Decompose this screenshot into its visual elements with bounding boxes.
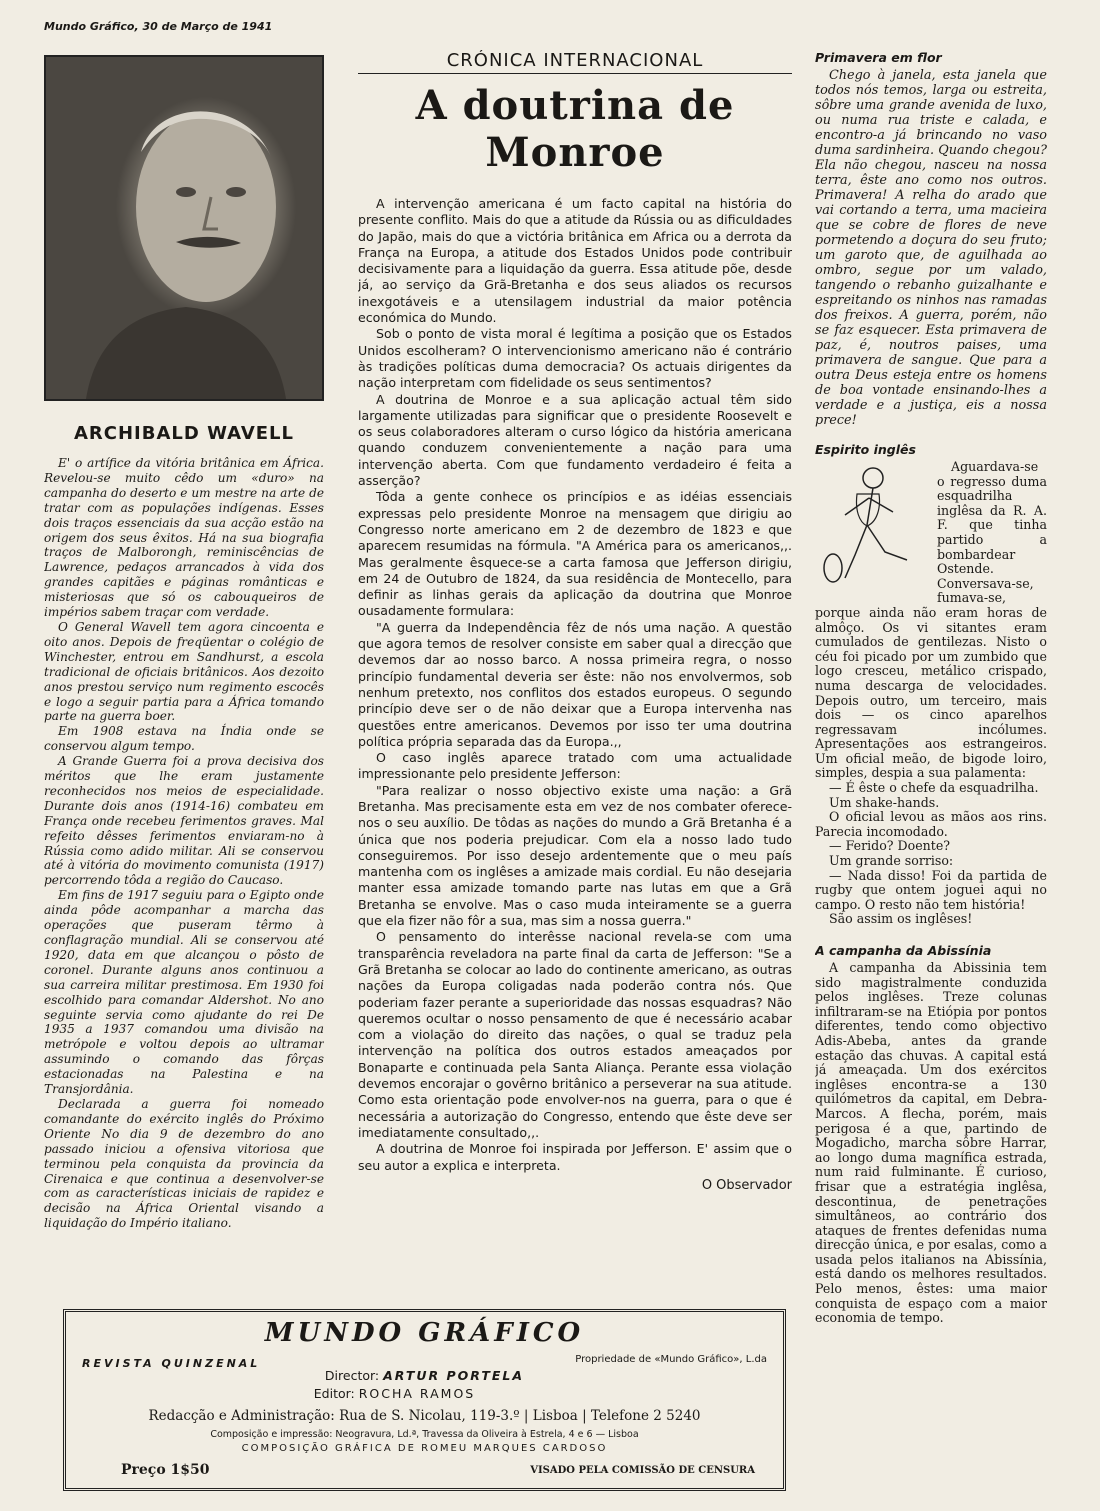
- bio-paragraph: Em 1908 estava na Índia onde se conservou algum tempo.: [44, 724, 324, 754]
- masthead-censor: VISADO PELA COMISSÃO DE CENSURA: [530, 1465, 755, 1476]
- article-paragraph: "Para realizar o nosso objectivo existe uma nação: a Grã Bretanha. Mas precisamente esta em vez de nos combater oferece-nos o seu auxílio. De tôdas as nações do mundo a Grã Bretanha é a única que nos poderia prejudicar. Com ela a nosso lado tudo conseguiremos. Por isso desejo ardentemente que o meu país mantenha com os inglêses a amizade mais cordial. Eu não desejaria manter essa amizade tomando parte nas lutas em que a Grã Bretanha se envolve. Mas o caso muda inteiramente se a guerra que ela fizer não fôr a sua, mas sim a nossa guerra.": [358, 782, 792, 929]
- article-body: [358, 196, 792, 1174]
- article-signature: O Observador: [701, 1177, 792, 1193]
- biography: [44, 456, 324, 1231]
- masthead-title: MUNDO GRÁFICO: [264, 1318, 585, 1348]
- masthead-box: [63, 1309, 786, 1491]
- page-header: Mundo Gráfico, 30 de Março de 1941: [44, 20, 273, 33]
- section-text: A campanha da Abissinia tem sido magistralmente conduzida pelos inglêses. Treze colunas infiltraram-se na Etiópia por pontos diferentes, tendo como objectivo Adis-Abeba, antes da grande estação das chuvas. A capital está já ameaçada. Um dos exércitos inglêses encontra-se a 130 quilómetros da capital, em Debra-Marcos. A flecha, porém, mais perigosa é a que, partindo de Mogadicho, marcha sôbre Harrar, ao longo duma magnífica estrada, num raid fulminante. É curioso, frisar que a estratégia inglêsa, descontinua, de penetrações simultâneos, ao contrário dos ataques de frentes defenidas numa direcção única, e por esalas, como a usada pelos italianos na Abissínia, está dando os melhores resultados. Pelo menos, êstes: uma maior conquista de espaço com a maior economia de tempo.: [815, 960, 1047, 1326]
- right-column: [815, 50, 1047, 1326]
- masthead-price: Preço 1$50: [121, 1462, 210, 1478]
- masthead-editor: [6, 1386, 783, 1401]
- bio-paragraph: Declarada a guerra foi nomeado comandante do exército inglês do Próximo Oriente No dia 9 de dezembro do ano passado iniciou a ofensiva vitoriosa que terminou pela conquista da provincia da Cirenaica e que continua a desenvolver-se com as características iniciais de rapidez e decisão na África Oriental visando a liquidação do Império italiano.: [44, 1096, 324, 1231]
- section-title: Espirito inglês: [815, 442, 916, 457]
- portrait-photo: [44, 55, 324, 401]
- article-paragraph: "A guerra da Independência fêz de nós uma nação. A questão que agora temos de resolver consiste em saber qual a direcção que devemos dar ao nosso barco. A nossa primeira regra, o nosso princípio fundamental deveria ser êste: não nos envolvermos, sob nenhum pretexto, nos conflitos dos estados europeus. O segundo princípio deve ser o de não deixar que a Europa intervenha nas questões entre americanos. Devemos por isso ter uma doutrina política própria separada das da Europa.,,: [358, 619, 792, 749]
- section-paragraph: São assim os inglêses!: [829, 911, 973, 927]
- article-paragraph: O caso inglês aparece tratado com uma actualidade impressionante pelo presidente Jefferson:: [358, 750, 792, 782]
- center-column: [358, 50, 792, 1193]
- bio-paragraph: A Grande Guerra foi a prova decisiva dos méritos que lhe eram justamente reconhecidos nos meios de especialidade. Durante dois anos (1914-16) combateu em França onde recebeu ferimentos graves. Mal refeito dêsses ferimentos enviaram-no à Rússia como adido militar. Ali se conservou até à vitória do movimento comunista (1917) percorrendo tôda a região do Caucaso.: [44, 754, 324, 888]
- editor-name: ROCHA RAMOS: [358, 1386, 476, 1401]
- section-paragraph: Um shake-hands.: [829, 794, 940, 810]
- rugby-player-illustration: [815, 460, 933, 595]
- article-title: A doutrina de Monroe: [415, 82, 735, 176]
- masthead-printing: Composição e impressão: Neogravura, Ld.ª, Travessa da Oliveira à Estrela, 4 e 6 — Lisboa: [210, 1429, 639, 1440]
- masthead-owner: Propriedade de «Mundo Gráfico», L.da: [575, 1354, 767, 1365]
- bio-paragraph: Em fins de 1917 seguiu para o Egipto onde ainda pôde acompanhar a marcha das operações que puseram têrmo à conflagração mundial. Ali se conservou até 1920, data em que alcançou o pôsto de coronel. Durante alguns anos continuou a sua carreira militar prestimosa. Em 1930 foi escolhido para comandar Aldershot. No ano seguinte servia como ajudante do rei De 1935 a 1937 comandou uma divisão na metrópole e voltou depois ao ultramar assumindo o comando das fôrças estacionadas na Palestina e na Transjordânia.: [44, 888, 324, 1097]
- section-paragraph: Aguardava-se o regresso duma esquadrilha inglêsa da R. A. F. que tinha partido a bombardear Ostende. Conversava-se, fumava-se, porque ainda não eram horas de almôço. Os vi sitantes eram cumulados de gentilezas. Nisto o céu foi picado por um zumbido que logo cresceu, metálico crispado, numa descarga de velocidades. Depois outro, um terceiro, mais dois — os cinco aparelhos regressavam incólumes. Apresentações aos estrangeiros. Um oficial meão, de bigode loiro, simples, despia a sua palamenta:: [815, 459, 1047, 781]
- left-column: [44, 55, 324, 1231]
- masthead-composition: COMPOSIÇÃO GRÁFICA DE ROMEU MARQUES CARDOSO: [241, 1443, 608, 1454]
- bio-paragraph: O General Wavell tem agora cincoenta e oito anos. Depois de freqüentar o colégio de Winchester, entrou em Sandhurst, a escola tradicional de oficiais britânicos. Aos dezoito anos prestou serviço num regimento escocês e logo a seguir partia para a África tomando parte na guerra boer.: [44, 619, 324, 724]
- article-paragraph: A doutrina de Monroe foi inspirada por Jefferson. E' assim que o seu autor a explica e interpreta.: [358, 1141, 792, 1173]
- bio-paragraph: E' o artífice da vitória britânica em África. Revelou-se muito cêdo um «duro» na campanha do deserto e um mestre na arte de tratar com as populações indígenas. Esses dois traços essenciais da sua acção estão na origem dos seus êxitos. Há na sua biografia traços de Malborongh, reminiscências de Lawrence, pedaços arrancados à vida dos grandes capitães e páginas românticas e misteriosas que só os cabouqueiros de impérios sabem traçar com verdade.: [44, 456, 324, 620]
- masthead-director: [66, 1368, 783, 1383]
- section-primavera: [815, 50, 1047, 428]
- article-paragraph: Tôda a gente conhece os princípios e as idéias essenciais expressas pelo presidente Monroe na mensagem que dirigiu ao Congresso norte americano em 2 de dezembro de 1823 e que aparecem resumidas na fórmula. "A América para os americanos,,. Mas geralmente êsquece-se a carta famosa que Jefferson dirigiu, em 24 de Outubro de 1824, da sua residência de Montecello, para definir as linhas gerais da aplicação da doutrina que Monroe ousadamente formulara:: [358, 489, 792, 619]
- section-paragraph: O oficial levou as mãos aos rins. Parecia incomodado.: [815, 809, 1047, 839]
- portrait-illustration: [46, 57, 322, 399]
- section-paragraph: — Ferido? Doente?: [829, 838, 951, 854]
- section-kicker: CRÓNICA INTERNACIONAL: [358, 50, 792, 74]
- section-paragraph: — É êste o chefe da esquadrilha.: [829, 780, 1039, 796]
- article-paragraph: A intervenção americana é um facto capital na história do presente conflito. Mais do que a atitude da Rússia ou as dificuldades do Japão, mais do que a victória britânica em Africa ou a derrota da França na Europa, a atitude dos Estados Unidos pode contribuir decisivamente para a liquidação da guerra. Essa atitude põe, desde já, ao serviço da Grã-Bretanha e dos seus aliados os recursos inexgotáveis e a utensilagem industrial da maior potência económica do Mundo.: [358, 196, 792, 326]
- director-name: ARTUR PORTELA: [383, 1368, 525, 1383]
- article-paragraph: A doutrina de Monroe e a sua aplicação actual têm sido largamente utilizadas para significar que o presidente Roosevelt e os seus colaboradores alteram o curso lógico da história americana quando conduzem convenientemente a nação para uma intervenção aberta. Com que fundamento verdadeiro é feita a asserção?: [358, 391, 792, 489]
- section-paragraph: Um grande sorriso:: [829, 853, 954, 869]
- masthead-subtitle: REVISTA QUINZENAL: [82, 1357, 261, 1370]
- section-abissinia: [815, 943, 1047, 1326]
- article-paragraph: Sob o ponto de vista moral é legítima a posição que os Estados Unidos escolheram? O intervencionismo americano não é contrário às tradições políticas duma democracia? Os actuais dirigentes da nação interpretam com fidelidade os seus sentimentos?: [358, 326, 792, 391]
- caption-name: ARCHIBALD WAVELL: [73, 423, 294, 444]
- section-title: A campanha da Abissínia: [815, 943, 992, 958]
- director-label: Director:: [324, 1368, 380, 1383]
- editor-label: Editor:: [313, 1386, 355, 1401]
- masthead-address: Redacção e Administração: Rua de S. Nicolau, 119-3.º | Lisboa | Telefone 2 5240: [148, 1408, 701, 1424]
- article-paragraph: O pensamento do interêsse nacional revela-se com uma transparência reveladora na parte final da carta de Jefferson: "Se a Grã Bretanha se colocar ao lado do continente americano, as outras nações da Europa coligadas nada poderão contra nós. Que poderiam fazer perante a superioridade das nossas esquadras? Não queremos ocultar o nosso pensamento de que é necessário acabar com a violação do direito das nações, o qual se traduz pela intervenção na política dos outros estados ameaçados por Bonaparte e continuada pela Santa Aliança. Perante essa violação devemos encorajar o govêrno britânico a perseverar na sua atitude. Como esta orientação pode envolver-nos na guerra, para o que é necessária a autorização do Congresso, entendo que êste deve ser imediatamente consultado,,.: [358, 929, 792, 1140]
- section-paragraph: — Nada disso! Foi da partida de rugby que ontem joguei aqui no campo. O resto não tem história!: [815, 867, 1047, 912]
- section-text: Chego à janela, esta janela que todos nós temos, larga ou estreita, sôbre uma grande avenida de luxo, ou numa rua triste e calada, e encontro-a já brincando no vaso duma sardinheira. Quando chegou? Ela não chegou, nasceu na nossa terra, êste ano como nos outros. Primavera! A relha do arado que vai cortando a terra, uma macieira que se cobre de flores de neve pormetendo a doçura do seu fruto; um garoto que, de aguilhada ao ombro, segue por um valado, tangendo o rebanho guizalhante e espreitando os ninhos nas ramadas dos freixos. A guerra, porém, não se faz esquecer. Esta primavera de paz, é, noutros paises, uma primavera de sangue. Que para a outra Deus esteja entre os homens de boa vontade ensinando-lhes a verdade e a justiça, eis a nossa prece!: [815, 68, 1047, 428]
- section-title: Primavera em flor: [815, 50, 942, 65]
- section-espirito: [815, 442, 1047, 927]
